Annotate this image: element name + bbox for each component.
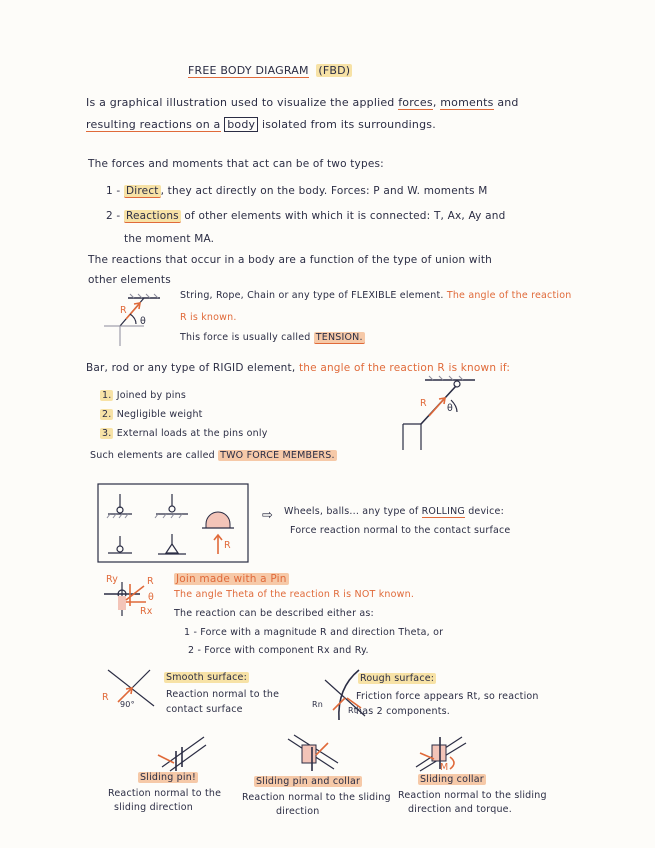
title-text: FREE BODY DIAGRAM xyxy=(188,64,309,77)
intro-text-c: isolated from its surroundings. xyxy=(261,118,436,131)
smooth-label-angle: 90° xyxy=(120,700,135,709)
rigid-item-1-num: 1. xyxy=(102,390,112,401)
rolling-arrow: ⇨ xyxy=(262,508,274,523)
rigid-such xyxy=(90,450,337,461)
smooth-heading xyxy=(164,672,249,683)
reactions-line-2: other elements xyxy=(88,274,171,286)
type-2-cont: the moment MA. xyxy=(124,233,215,245)
rolling-line-1 xyxy=(284,506,504,517)
rigid-two-force: TWO FORCE MEMBERS. xyxy=(220,450,335,461)
smooth-heading-text: Smooth surface: xyxy=(166,672,247,683)
sliding-collar-pin-heading-text: Sliding pin and collar xyxy=(256,776,361,787)
rigid-label-r: R xyxy=(420,398,427,409)
rough-heading xyxy=(358,673,436,684)
intro-text-a: Is a graphical illustration used to visualize the applied xyxy=(86,96,395,109)
rolling-text-b: device: xyxy=(468,506,504,517)
rigid-such-text: Such elements are called xyxy=(90,450,215,461)
pin-fill xyxy=(118,596,126,610)
rigid-item-3-text: External loads at the pins only xyxy=(116,428,268,439)
rigid-item-2-num: 2. xyxy=(102,409,112,420)
rigid-lead-orange: the angle of the reaction R is known if: xyxy=(298,362,511,374)
intro-line-2 xyxy=(86,118,436,131)
rigid-item-3 xyxy=(100,428,268,439)
wheel xyxy=(206,512,230,528)
intro-moments: moments xyxy=(440,96,494,109)
sliding-pin-heading xyxy=(138,772,198,783)
types-heading: The forces and moments that act can be of two types: xyxy=(88,158,384,170)
slot-line xyxy=(162,737,204,767)
type-2-num: 2 - xyxy=(106,210,121,222)
sliding-collar-pin-line-2: direction xyxy=(276,806,320,817)
flexible-label-theta: θ xyxy=(140,316,147,327)
sliding-collar-pin-heading xyxy=(254,776,362,787)
rolling-line-2: Force reaction normal to the contact surface xyxy=(290,525,511,536)
pin-opt-2: 2 - Force with component Rx and Ry. xyxy=(188,645,369,656)
rigid-item-2 xyxy=(100,409,203,420)
pin-opt-1: 1 - Force with a magnitude R and direction Theta, or xyxy=(184,627,444,638)
type-2 xyxy=(106,210,506,222)
rigid-item-1-text: Joined by pins xyxy=(116,390,186,401)
rough-line-2: has 2 components. xyxy=(356,706,450,717)
sliding-pin-sketch xyxy=(150,733,210,773)
rough-line-1: Friction force appears Rt, so reaction xyxy=(356,691,539,702)
flexible-text: String, Rope, Chain or any type of FLEXIBLE element. xyxy=(180,290,444,301)
sliding-pin-heading-text: Sliding pin! xyxy=(140,772,196,783)
sliding-collar-label-m: M xyxy=(440,762,449,773)
pin-label-ry: Ry xyxy=(106,574,119,585)
sliding-collar-pin-line-1: Reaction normal to the sliding xyxy=(242,792,391,803)
sliding-collar-line-1: Reaction normal to the sliding xyxy=(398,790,547,801)
rolling-label-r: R xyxy=(224,540,231,551)
roller xyxy=(169,506,175,512)
sliding-collar-heading-text: Sliding collar xyxy=(420,774,484,785)
smooth-label-r: R xyxy=(102,692,109,703)
type-1-text: , they act directly on the body. Forces: P and W. moments M xyxy=(160,185,488,197)
rolling-box xyxy=(98,484,250,564)
rigid-item-1 xyxy=(100,390,186,401)
type-1-num: 1 - xyxy=(106,185,121,197)
flexible-label-r: R xyxy=(120,305,127,316)
title-abbr: (FBD) xyxy=(318,64,351,77)
support-triangle xyxy=(166,544,178,553)
pin-label-theta: θ xyxy=(148,592,155,603)
reaction-arrow xyxy=(429,398,445,416)
intro-text-b: resulting reactions on a xyxy=(86,118,221,131)
intro-line-1: Is a graphical illustration used to visualize the applied forces, moments and xyxy=(86,96,519,109)
flexible-usually: This force is usually called xyxy=(180,332,311,343)
reactions-line-1: The reactions that occur in a body are a function of the type of union with xyxy=(88,254,492,266)
rigid-label-theta: θ xyxy=(447,403,454,414)
reaction-r xyxy=(126,586,144,600)
intro-body: body xyxy=(224,117,258,132)
roller xyxy=(117,546,123,552)
rolling-key: ROLLING xyxy=(421,506,465,517)
rigid-lead-text: Bar, rod or any type of RIGID element, xyxy=(86,362,296,374)
intro-and: and xyxy=(497,96,519,109)
moment-arrow xyxy=(450,757,454,769)
sliding-collar-line-2: direction and torque. xyxy=(408,804,512,815)
type-2-text: of other elements with which it is connected: T, Ax, Ay and xyxy=(180,210,506,222)
pin-sub: The angle Theta of the reaction R is NOT known. xyxy=(174,589,415,600)
rough-label-rt: Rt xyxy=(348,706,358,715)
type-2-key: Reactions xyxy=(125,210,179,222)
pin-line-1: The reaction can be described either as: xyxy=(174,608,374,619)
pin-heading xyxy=(174,573,289,585)
rigid-item-2-text: Negligible weight xyxy=(116,409,203,420)
rigid-sketch xyxy=(395,372,485,452)
page-title xyxy=(188,64,352,77)
flexible-line-2: R is known. xyxy=(180,312,237,323)
sliding-pin-line-1: Reaction normal to the xyxy=(108,788,222,799)
smooth-line-1: Reaction normal to the xyxy=(166,689,280,700)
type-1-key: Direct xyxy=(125,185,159,197)
flexible-tension: TENSION. xyxy=(315,332,363,343)
rough-heading-text: Rough surface: xyxy=(360,673,435,684)
rigid-item-3-num: 3. xyxy=(102,428,112,439)
angle-arc xyxy=(130,314,136,324)
flexible-line-3 xyxy=(180,332,365,343)
pin-label-rx: Rx xyxy=(140,606,153,617)
pin-heading-text: Join made with a Pin xyxy=(176,573,287,585)
rough-label-rn: Rn xyxy=(312,700,324,709)
reaction-arrow xyxy=(158,755,174,763)
intro-forces: forces xyxy=(398,96,433,109)
sliding-pin-line-2: sliding direction xyxy=(114,802,194,813)
flexible-line-1 xyxy=(180,290,571,301)
pin-label-r: R xyxy=(147,576,154,587)
sliding-collar-heading xyxy=(418,774,486,785)
collar xyxy=(302,745,316,763)
rolling-text-a: Wheels, balls... any type of xyxy=(284,506,419,517)
type-1 xyxy=(106,185,488,197)
flexible-orange: The angle of the reaction xyxy=(446,290,572,301)
smooth-line-2: contact surface xyxy=(166,704,243,715)
sliding-collar-pin-sketch xyxy=(282,733,342,773)
